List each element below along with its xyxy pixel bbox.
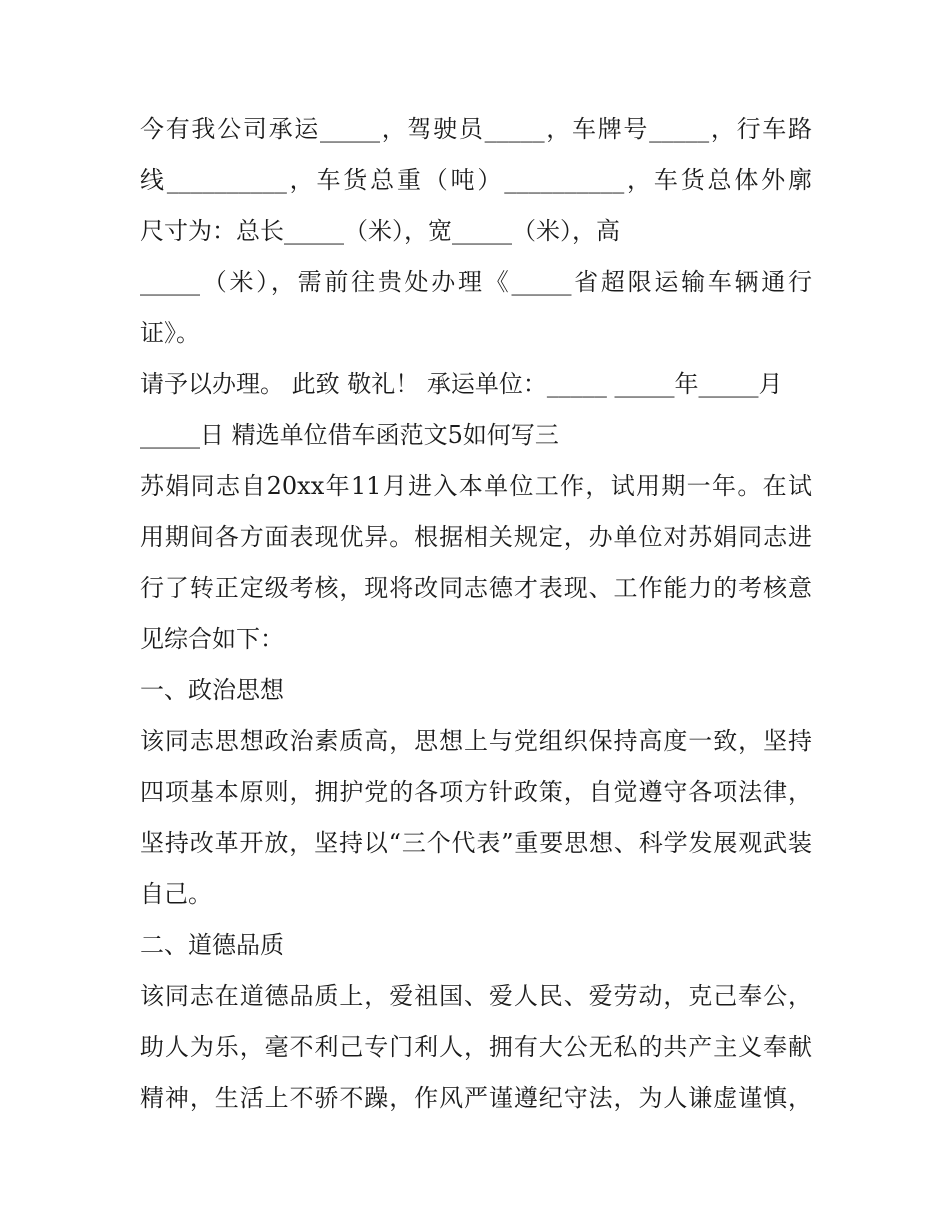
section-heading: 一、政治思想	[140, 676, 284, 704]
text-line: 证》。	[140, 319, 200, 347]
text-line: _____日 精选单位借车函范文5如何写三	[140, 421, 559, 449]
text-line: 助人为乐，毫不利己专门利人，拥有大公无私的共产主义奉献	[140, 1033, 812, 1061]
text-line: 自己。	[140, 880, 212, 908]
text-line: 尺寸为：总长_____（米），宽_____（米），高	[140, 217, 620, 245]
text-line: 见综合如下：	[140, 625, 284, 653]
text-line: _____（米），需前往贵处办理《_____省超限运输车辆通行	[140, 268, 812, 296]
text-line: 四项基本原则，拥护党的各项方针政策，自觉遵守各项法律，	[140, 778, 812, 806]
text-line: 今有我公司承运_____，驾驶员_____，车牌号_____，行车路	[140, 115, 812, 143]
section-heading: 二、道德品质	[140, 931, 284, 959]
text-line: 苏娟同志自20xx年11月进入本单位工作，试用期一年。在试	[140, 472, 812, 500]
text-line: 该同志思想政治素质高，思想上与党组织保持高度一致，坚持	[140, 727, 812, 755]
text-line: 精神，生活上不骄不躁，作风严谨遵纪守法，为人谦虚谨慎，	[140, 1084, 812, 1112]
text-line: 用期间各方面表现优异。根据相关规定，办单位对苏娟同志进	[140, 523, 812, 551]
text-line: 线__________，车货总重（吨）__________，车货总体外廓	[140, 166, 812, 194]
text-line: 该同志在道德品质上，爱祖国、爱人民、爱劳动，克己奉公，	[140, 982, 812, 1010]
text-line: 坚持改革开放，坚持以“三个代表”重要思想、科学发展观武装	[140, 829, 812, 857]
document-body	[140, 104, 812, 1124]
text-line: 请予以办理。 此致 敬礼！ 承运单位：_____ _____年_____月	[140, 370, 783, 398]
text-line: 行了转正定级考核，现将改同志德才表现、工作能力的考核意	[140, 574, 812, 602]
